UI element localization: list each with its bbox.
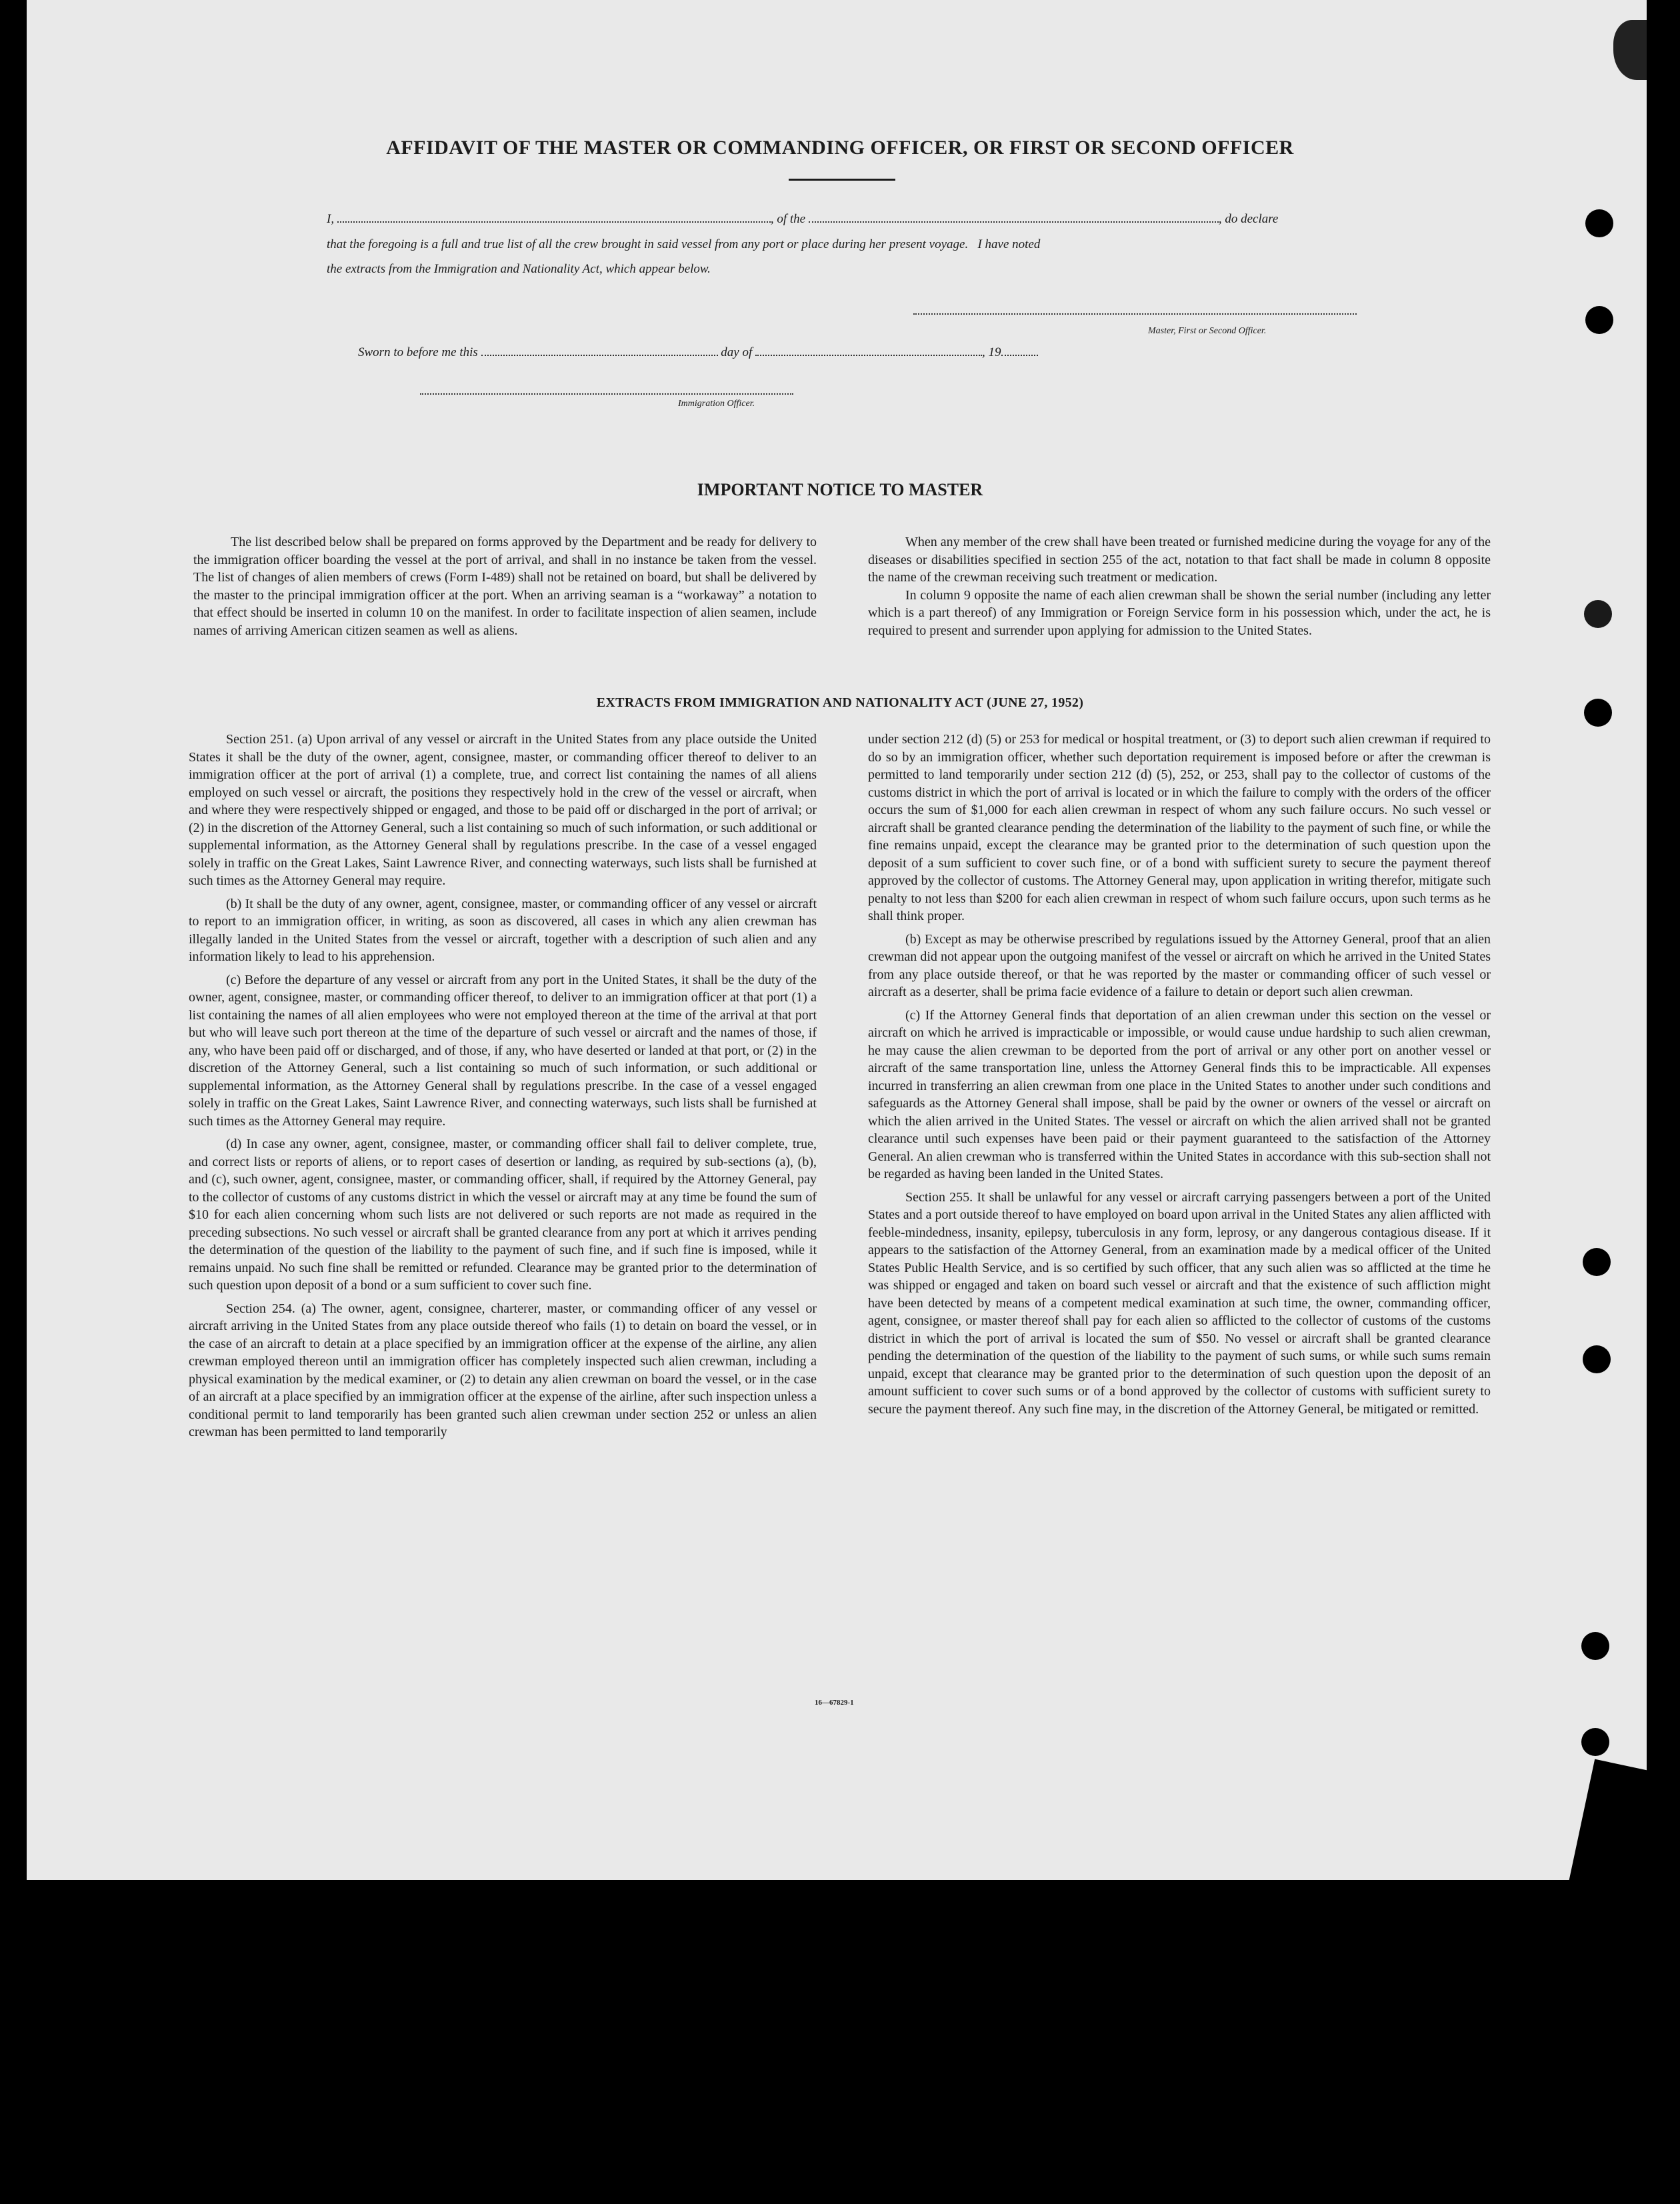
- notice-paragraph: In column 9 opposite the name of each alien crewman shall be shown the serial number (including any letter which is a part thereof) of any Immigration or Foreign Service form in his possession which, under the act, he is required to present and surrender upon applying for admission to the United States.: [868, 587, 1491, 638]
- year-label: , 19: [982, 345, 1001, 359]
- do-declare-label: , do declare: [1218, 212, 1279, 226]
- act-section-paragraph: (d) In case any owner, agent, consignee, master, or commanding officer shall fail to deliver complete, true, and correct lists or reports of aliens, or to report cases of desertion or landing, as required by sub-sections (a), (b), and (c), such owner, agent, consignee, master, or commanding officer, shall, if required by the Attorney General, pay to the collector of customs of any customs district in which the vessel or aircraft may at any time be found the sum of $10 for each alien concerning whom such lists are not delivered or such reports are not made as required in the preceding subsections. No such vessel or aircraft shall be granted clearance from any port at which it arrives pending the determination of the question of the liability to the payment of such fine, and if such fine is imposed, while it remains unpaid. No such fine shall be remitted or refunded. Clearance may be granted prior to the determination of such question upon deposit of a bond or a sum sufficient to cover such fine.: [189, 1137, 817, 1293]
- punch-hole: [1585, 209, 1613, 237]
- act-section-paragraph: (c) Before the departure of any vessel or aircraft from any port in the United States, it shall be the duty of the owner, agent, consignee, master, or commanding officer thereof, to deliver to an immigration officer at that port (1) a list containing the names of all alien employees who were not employed thereon at the time of the arrival at that port but who will leave such port thereon at the time of the departure of such vessel or aircraft and the names of those, if any, who have been paid off or discharged, and of those, if any, who have deserted or landed at that port, or (2) in the discretion of the Attorney General, such a list containing so much of such information, or such additional or supplemental information, as the Attorney General shall by regulations prescribe. In the case of a vessel engaged solely in traffic on the Great Lakes, Saint Lawrence River, and connecting waterways, such lists shall be furnished at such times as the Attorney General may require.: [189, 972, 817, 1129]
- notice-paragraph: The list described below shall be prepared on forms approved by the Department and be ready for delivery to the immigration officer boarding the vessel at the port of arrival, and shall in no instance be taken from the vessel. The list of changes of alien members of crews (Form I-489) shall not be retained on board, but shall be delivered by the master to the principal immigration officer at the port. When an arriving seaman is a “workaway” a notation to that effect should be inserted in column 10 on the manifest. In order to facilitate inspection of alien seamen, include names of arriving American citizen seamen as well as aliens.: [193, 535, 817, 638]
- scan-corner-mark: [1613, 20, 1647, 80]
- notice-left-column: [193, 533, 817, 639]
- notice-title: IMPORTANT NOTICE TO MASTER: [697, 480, 983, 499]
- extracts-title: EXTRACTS FROM IMMIGRATION AND NATIONALITY ACT (JUNE 27, 1952): [596, 695, 1084, 710]
- notice-paragraph: When any member of the crew shall have been treated or furnished medicine during the voyage for any of the diseases or disabilities specified in section 255 of the act, notation to that fact shall be made in column 8 opposite the name of the crewman receiving such treatment or medication.: [868, 535, 1491, 585]
- act-section-paragraph: (b) Except as may be otherwise prescribed by regulations issued by the Attorney General, proof that an alien crewman did not appear upon the outgoing manifest of the vessel or aircraft on which he arrived in the United States from any place outside thereof, or that he was reported by the master or commanding officer of such vessel or aircraft as a deserter, shall be prima facie evidence of a failure to detain or deport such alien crewman.: [868, 931, 1491, 999]
- act-section-paragraph: under section 212 (d) (5) or 253 for medical or hospital treatment, or (3) to deport such alien crewman if required to do so by an immigration officer, whether such deportation requirement is imposed before or after the crewman is permitted to land temporarily under section 212 (d) (5), 252, or 253, shall pay to the collector of customs of the customs district in which the port of arrival is located or in which the failure to comply with the orders of the officer occurs the sum of $1,000 for each alien crewman in respect of whom any such failure occurs. No such vessel or aircraft shall be granted clearance pending the determination of the liability to the payment of such fine, or while the fine remains unpaid, except the clearance may be granted prior to the determination of such question upon the deposit of a sum sufficient to cover such fine, or of a bond with sufficient surety to secure the payment thereof approved by the collector of customs. The Attorney General may, upon application in writing therefor, mitigate such penalty to not less than $200 for each alien crewman in respect of whom such failure occurs, upon such terms as he shall think proper.: [868, 732, 1491, 923]
- form-code: 16—67829-1: [815, 1699, 854, 1707]
- master-caption: Master, First or Second Officer.: [1148, 326, 1267, 336]
- name-field[interactable]: [337, 212, 771, 223]
- officer-signature-line[interactable]: [420, 393, 793, 395]
- act-section-paragraph: Section 251. (a) Upon arrival of any vessel or aircraft in the United States from any place outside the United States it shall be the duty of the owner, agent, consignee, master, or commanding officer thereof to deliver to an immigration officer at the port of arrival (1) a complete, true, and correct list containing the names of all aliens employed on such vessel or aircraft, the positions they respectively hold in the crew of the vessel or aircraft, when and where they were respectively shipped or engaged, and those to be paid off or discharged in the port of arrival; or (2) in the discretion of the Attorney General, such a list containing so much of such information, or such additional or supplemental information, as the Attorney General shall by regulations prescribe. In the case of a vessel engaged solely in traffic on the Great Lakes, Saint Lawrence River, and connecting waterways, such lists shall be furnished at such times as the Attorney General may require.: [189, 732, 817, 888]
- of-the-label: , of the: [770, 212, 806, 226]
- extracts-left-column: [189, 731, 817, 1441]
- year-field[interactable]: [1001, 345, 1038, 356]
- day-field[interactable]: [481, 345, 718, 356]
- punch-hole: [1584, 600, 1612, 628]
- punch-hole: [1581, 1728, 1609, 1756]
- punch-hole: [1583, 1345, 1611, 1373]
- punch-hole: [1581, 1632, 1609, 1660]
- act-section-paragraph: (b) It shall be the duty of any owner, agent, consignee, master, or commanding officer of any vessel or aircraft to report to an immigration officer, in writing, as soon as discovered, all cases in which any alien crewman has illegally landed in the United States from the vessel or aircraft, together with a description of such alien and any information likely to lead to his apprehension.: [189, 896, 817, 964]
- affidavit-title: AFFIDAVIT OF THE MASTER OR COMMANDING OFFICER, OR FIRST OR SECOND OFFICER: [386, 137, 1294, 159]
- master-signature-line[interactable]: [913, 313, 1357, 315]
- extracts-right-column: [868, 731, 1491, 1418]
- punch-hole: [1585, 306, 1613, 334]
- act-section-paragraph: Section 254. (a) The owner, agent, consignee, charterer, master, or commanding officer of any vessel or aircraft arriving in the United States from any place outside thereof who fails (1) to detain on board the vessel, or in the case of an aircraft to detain at a place specified by an immigration officer at the expense of the airline, any alien crewman employed thereon until an immigration officer has completely inspected such alien crewman, including a physical examination by the medical examiner, or (2) to detain any alien crewman on board the vessel, or in the case of an aircraft at a place specified by an immigration officer at the expense of the airline, after such inspection unless a conditional permit to land temporarily has been granted such alien crewman under section 252 or unless an alien crewman has been permitted to land temporarily: [189, 1301, 817, 1439]
- statement-line-1: that the foregoing is a full and true list of all the crew brought in said vessel from any port or place during her present voyage. I have noted: [327, 237, 1041, 251]
- title-underline: [789, 179, 895, 181]
- punch-hole: [1583, 1248, 1611, 1276]
- declaration-line: [327, 212, 1278, 227]
- i-label: I,: [327, 212, 335, 226]
- sworn-label: Sworn to before me this: [358, 345, 478, 359]
- act-section-paragraph: Section 255. It shall be unlawful for any vessel or aircraft carrying passengers between a port of the United States and a port outside thereof to have employed on board upon arrival in the United States any alien afflicted with feeble-mindedness, insanity, epilepsy, tuberculosis in any form, leprosy, or any dangerous contagious disease. If it appears to the satisfaction of the Attorney General, from an examination made by a medical officer of the United States Public Health Service, and is so certified by such officer, that any such alien was so afflicted at the time he was shipped or engaged and taken on board such vessel or aircraft and that the existence of such affliction might have been detected by means of a competent medical examination at such time, the owner, commanding officer, agent, consignee, or master thereof shall pay for each alien so afflicted to the collector of customs of the customs district in which the port of arrival is located the sum of $50. No vessel or aircraft shall be granted clearance pending the determination of the question of the liability to the payment of such sums, or while such sums remain unpaid, except that clearance may be granted prior to the determination of such question upon the deposit of an amount sufficient to cover such sums or of a bond approved by the collector of customs with sufficient surety to secure the payment thereof. Any such fine may, in the discretion of the Attorney General, be mitigated or remitted.: [868, 1189, 1491, 1417]
- act-section-paragraph: (c) If the Attorney General finds that deportation of an alien crewman under this section on the vessel or aircraft on which he arrived is impracticable or impossible, or would cause undue hardship to such alien crewman, he may cause the alien crewman to be deported from the port of arrival or any other port on another vessel or aircraft of the same transportation line, unless the Attorney General finds this to be impracticable. All expenses incurred in transferring an alien crewman from one place in the United States to another under such conditions and safeguards as the Attorney General shall impose, shall be paid by the owner or owners of the vessel or aircraft on which the alien arrived in the United States. The vessel or aircraft on which the alien arrived shall not be granted clearance until such expenses have been paid or their payment guaranteed to the satisfaction of the Attorney General. An alien crewman who is transferred within the United States in accordance with this sub-section shall not be regarded as having been landed in the United States.: [868, 1007, 1491, 1181]
- month-field[interactable]: [755, 345, 982, 356]
- notice-right-column: [868, 533, 1491, 639]
- vessel-field[interactable]: [809, 212, 1219, 223]
- officer-caption: Immigration Officer.: [678, 399, 755, 409]
- sworn-line: [358, 345, 1038, 360]
- statement-line-2: the extracts from the Immigration and Nationality Act, which appear below.: [327, 262, 711, 276]
- day-of-label: day of: [721, 345, 753, 359]
